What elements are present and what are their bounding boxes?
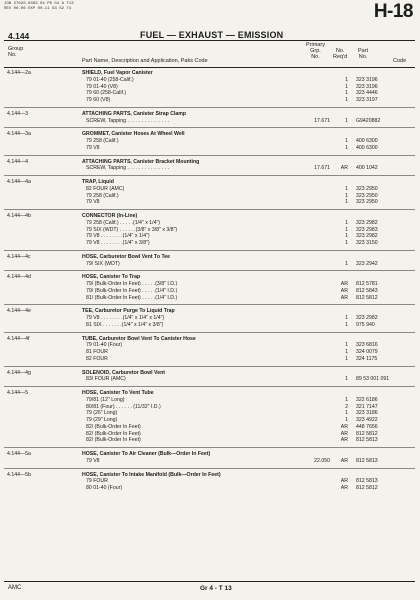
table-row <box>0 186 420 193</box>
row-spacer <box>0 444 420 451</box>
table-row <box>0 349 420 356</box>
part-description: SCREW, Tapping . . . . . . . . . . . . . . . <box>86 165 170 172</box>
header-rule <box>4 67 415 68</box>
table-row <box>0 404 420 411</box>
table-row <box>0 84 420 91</box>
part-description: 80/81 (Four) . . . . . . (11/32" I.D.) <box>86 403 161 410</box>
row-divider <box>4 366 415 367</box>
quantity-required: 1 <box>345 219 348 226</box>
group-heading-row <box>0 131 420 138</box>
part-number: 323 6816 <box>356 342 378 349</box>
part-number: 323 2982 <box>356 315 378 321</box>
col-header-group: Group No. <box>8 46 24 58</box>
part-description: HOSE, Canister To Vent Tube <box>82 390 154 396</box>
table-row <box>0 193 420 200</box>
table-row <box>0 288 420 295</box>
part-number: 812 5813 <box>356 437 378 444</box>
quantity-required: 1 <box>345 144 348 151</box>
part-description: SHIELD, Fuel Vapor Canister <box>82 70 153 76</box>
part-description: SOLENOID, Carburetor Bowl Vent <box>82 369 166 376</box>
part-description: 79/ (Bulk-Order In Feet) . . . . .(3/8" I.D.) <box>86 281 178 287</box>
row-spacer <box>0 206 420 213</box>
part-number: 322 6186 <box>356 396 378 403</box>
table-row <box>0 240 420 247</box>
col-header-code: Code <box>393 58 407 64</box>
group-number: 4.144—2a <box>7 70 31 76</box>
quantity-required: 1 <box>345 260 348 267</box>
row-spacer <box>0 247 420 254</box>
quantity-required: 1 <box>345 226 348 233</box>
row-spacer <box>0 329 420 336</box>
table-row <box>0 437 420 444</box>
part-description: HOSE, Canister To Trap <box>82 274 141 281</box>
part-description: 79 V8 . . . . . . . .(1/4" x 3/8") <box>86 240 150 246</box>
part-description: 79 V8 . . . . . . . .(1/4" x 1/4" x 1/4") <box>86 315 165 321</box>
quantity-required: AR <box>340 423 348 430</box>
primary-group-number: 22.050 <box>314 457 330 464</box>
row-divider <box>4 155 415 156</box>
part-description: 82/ (Bulk-Order In Feet) <box>86 423 141 430</box>
row-spacer <box>0 172 420 179</box>
part-description: 83/ FOUR (AMC) <box>86 376 126 383</box>
group-heading-row <box>0 254 420 261</box>
header-meta-line-1: JOB 27020-0363 04 P0 G4 A T13 <box>4 2 74 6</box>
part-number: 323 4922 <box>356 417 378 423</box>
row-spacer <box>0 124 420 131</box>
top-rule <box>4 40 415 41</box>
group-heading-row <box>0 370 420 377</box>
part-number: 323 2982 <box>356 233 378 240</box>
quantity-required: 1 <box>345 342 348 349</box>
table-row <box>0 417 420 424</box>
row-spacer <box>0 383 420 390</box>
quantity-required: 1 <box>345 233 348 240</box>
row-divider <box>4 270 415 271</box>
group-heading-row <box>0 159 420 166</box>
part-description: 79 258 (Calif.) <box>86 192 119 199</box>
group-number: 4.144—4f <box>7 335 30 342</box>
primary-group-number: 17.671 <box>314 117 330 124</box>
part-number: 812 5812 <box>356 294 378 301</box>
quantity-required: AR <box>340 485 348 491</box>
quantity-required: AR <box>340 457 348 464</box>
quantity-required: 1 <box>345 199 348 206</box>
part-number: 323 3186 <box>356 410 378 417</box>
part-number: 323 2950 <box>356 185 378 192</box>
part-description: 79 258 (Calif.) <box>86 138 119 144</box>
part-number: 812 5812 <box>356 430 378 437</box>
part-description: 79 258 (Calif.) . . . . .(1/4" x 1/4") <box>86 219 161 226</box>
part-number: 448 7656 <box>356 423 378 430</box>
quantity-required: AR <box>340 478 348 485</box>
table-row <box>0 295 420 302</box>
table-row <box>0 424 420 431</box>
part-number: 323 2950 <box>356 199 378 206</box>
col-header-primary: Primary Grp. No. <box>306 42 325 60</box>
part-description: 79 SIX (WDT) . . . . . .(3/8" x 3/8" x 3/8") <box>86 226 178 233</box>
table-row <box>0 281 420 288</box>
quantity-required: 1 <box>345 117 348 124</box>
part-description: TRAP, Liquid <box>82 179 114 185</box>
row-divider <box>4 304 415 305</box>
primary-group-number: 17.671 <box>314 165 330 172</box>
table-row <box>0 431 420 438</box>
group-heading-row <box>0 111 420 118</box>
table-row <box>0 90 420 97</box>
group-number: 4.144—4 <box>7 158 29 165</box>
part-description: 79 01-40 (258-Calif.) <box>86 76 134 83</box>
part-description: TEE, Carburetor Purge To Liquid Trap <box>82 308 175 315</box>
table-row <box>0 322 420 329</box>
part-description: GROMMET, Canister Hoses At Wheel Well <box>82 131 185 138</box>
quantity-required: AR <box>340 294 348 301</box>
quantity-required: 1 <box>345 90 348 97</box>
part-description: 79 60 (258-Calif.) <box>86 90 127 97</box>
group-number: 4.144—5 <box>7 390 29 396</box>
row-divider <box>4 250 415 251</box>
part-number: 975 940 <box>356 321 375 328</box>
quantity-required: AR <box>340 430 348 437</box>
table-row <box>0 97 420 104</box>
group-number: 4.144—4c <box>7 253 31 260</box>
part-number: 812 5813 <box>356 478 378 485</box>
quantity-required: AR <box>340 165 348 172</box>
parts-table <box>0 70 420 492</box>
part-description: 79 60 (V8) <box>86 97 111 103</box>
part-description: 79 01-40 (Four) <box>86 342 123 349</box>
header-meta-line-2: REV 06-06 EXP 00-11 G3 S2 74 <box>4 7 72 11</box>
quantity-required: 1 <box>345 349 348 355</box>
part-number: 323 2982 <box>356 219 378 226</box>
part-description: 81/ (Bulk-Order In Feet) . . . . .(1/4" I.D.) <box>86 294 178 301</box>
table-row <box>0 165 420 172</box>
quantity-required: 1 <box>345 240 348 246</box>
group-heading-row <box>0 336 420 343</box>
table-row <box>0 138 420 145</box>
row-divider <box>4 175 415 176</box>
quantity-required: 1 <box>345 396 348 403</box>
part-number: 324 1175 <box>356 355 378 362</box>
row-divider <box>4 447 415 448</box>
group-heading-row <box>0 274 420 281</box>
table-row <box>0 356 420 363</box>
footer-group-ref: Gr 4 - T 13 <box>200 585 232 592</box>
bottom-rule <box>4 581 415 582</box>
table-row <box>0 145 420 152</box>
part-number: 323 3197 <box>356 97 378 103</box>
group-heading-row <box>0 472 420 479</box>
row-divider <box>4 209 415 210</box>
quantity-required: 1 <box>345 192 348 199</box>
row-spacer <box>0 104 420 111</box>
table-row <box>0 376 420 383</box>
group-number: 4.144—4a <box>7 179 31 185</box>
part-number: 400 6300 <box>356 144 378 151</box>
group-number: 4.144—4e <box>7 308 31 315</box>
group-number: 4.144—4g <box>7 369 31 376</box>
part-description: HOSE, Carburetor Bowl Vent To Tee <box>82 253 171 260</box>
table-row <box>0 315 420 322</box>
part-description: 79 (29" Long) <box>86 417 118 423</box>
row-divider <box>4 332 415 333</box>
part-description: 80 01-40 (Four) <box>86 485 123 491</box>
table-row <box>0 77 420 84</box>
table-row <box>0 485 420 492</box>
part-number: 323 2942 <box>356 260 378 267</box>
header-meta <box>4 2 74 12</box>
page-id: H-18 <box>373 1 413 22</box>
part-description: 79 V8 <box>86 199 100 206</box>
group-heading-row <box>0 390 420 397</box>
part-number: 323 4446 <box>356 90 378 97</box>
part-number: 812 5843 <box>356 287 378 294</box>
part-description: 82/ (Bulk-Order In Feet) <box>86 430 141 437</box>
col-header-qty: No. Req'd <box>333 48 348 60</box>
quantity-required: 1 <box>345 138 348 144</box>
part-description: 79 FOUR <box>86 478 108 485</box>
quantity-required: 1 <box>345 97 348 103</box>
quantity-required: AR <box>340 281 348 287</box>
part-description: 79/ (Bulk-Order In Feet) . . . . .(1/4" I.D.) <box>86 287 178 294</box>
quantity-required: 1 <box>345 185 348 192</box>
quantity-required: 1 <box>345 410 348 417</box>
part-description: 81 FOUR <box>86 349 108 355</box>
row-spacer <box>0 267 420 274</box>
group-number: 4.144—5a <box>7 451 31 457</box>
footer-brand: AMC <box>8 585 22 591</box>
group-number: 4.144—4b <box>7 213 31 219</box>
section-number: 4.144 <box>8 31 30 41</box>
table-row <box>0 199 420 206</box>
part-number: 321 7147 <box>356 403 378 410</box>
row-spacer <box>0 301 420 308</box>
table-row <box>0 227 420 234</box>
part-description: 81 SIX . . . . . . .(1/4" x 1/4" x 3/8") <box>86 321 164 328</box>
part-description: 82/ (Bulk-Order In Feet) <box>86 437 141 444</box>
quantity-required: 1 <box>345 321 348 328</box>
col-header-part: Part No. <box>358 48 369 60</box>
col-header-name: Part Name, Description and Application, Paks Code <box>82 58 208 64</box>
quantity-required: AR <box>340 287 348 294</box>
table-row <box>0 410 420 417</box>
part-number: 812 5812 <box>356 485 378 491</box>
quantity-required: AR <box>340 437 348 444</box>
quantity-required: 1 <box>345 355 348 362</box>
part-description: ATTACHING PARTS, Canister Bracket Mounting <box>82 158 200 165</box>
row-divider <box>4 468 415 469</box>
group-number: 4.144—5b <box>7 471 31 478</box>
part-number: 400 1042 <box>356 165 378 172</box>
group-number: 4.144—4d <box>7 274 31 281</box>
row-spacer <box>0 465 420 472</box>
group-number: 4.144—3a <box>7 131 31 138</box>
part-number: 323 2950 <box>356 192 378 199</box>
table-row <box>0 342 420 349</box>
group-heading-row <box>0 179 420 186</box>
part-number: 323 3150 <box>356 240 378 246</box>
quantity-required: 1 <box>345 417 348 423</box>
part-description: TUBE, Carburetor Bowl Vent To Canister Hose <box>82 335 196 342</box>
quantity-required: 1 <box>345 376 348 383</box>
part-description: 79 V8 <box>86 457 100 464</box>
part-description: SCREW, Tapping . . . . . . . . . . . . . . . <box>86 117 170 124</box>
part-description: 82 FOUR <box>86 355 108 362</box>
part-number: 812 5813 <box>356 457 378 464</box>
table-row <box>0 478 420 485</box>
part-number: 323 3196 <box>356 83 378 90</box>
group-number: 4.144—3 <box>7 110 29 117</box>
part-description: HOSE, Canister To Intake Manifold (Bulk—Order In Feet) <box>82 471 221 478</box>
table-row <box>0 458 420 465</box>
part-number: 323 3196 <box>356 76 378 83</box>
part-number: G9420882 <box>356 117 381 124</box>
group-heading-row <box>0 308 420 315</box>
table-row <box>0 397 420 404</box>
row-divider <box>4 107 415 108</box>
part-number: 89 53 001 091 <box>356 376 390 383</box>
part-description: 79 01-40 (V8) <box>86 83 118 90</box>
part-number: 400 6300 <box>356 138 378 144</box>
row-spacer <box>0 152 420 159</box>
row-divider <box>4 386 415 387</box>
part-description: 79/81 (12" Long) <box>86 396 125 403</box>
part-description: 79 (26" Long) <box>86 410 118 417</box>
group-heading-row <box>0 451 420 458</box>
table-row <box>0 233 420 240</box>
part-number: 812 5781 <box>356 281 378 287</box>
part-number: 324 0079 <box>356 349 378 355</box>
table-row <box>0 220 420 227</box>
row-divider <box>4 127 415 128</box>
part-number: 323 2983 <box>356 226 378 233</box>
row-spacer <box>0 363 420 370</box>
table-row <box>0 118 420 125</box>
part-description: HOSE, Canister To Air Cleaner (Bulk—Order In Feet) <box>82 451 211 457</box>
group-heading-row <box>0 70 420 77</box>
quantity-required: 2 <box>345 403 348 410</box>
part-description: 82 FOUR (AMC) <box>86 185 125 192</box>
part-description: ATTACHING PARTS, Canister Strap Clamp <box>82 110 187 117</box>
table-row <box>0 261 420 268</box>
part-description: 79/ SIX (WDT) <box>86 260 120 267</box>
group-heading-row <box>0 213 420 220</box>
quantity-required: 1 <box>345 315 348 321</box>
page-title: FUEL — EXHAUST — EMISSION <box>140 30 284 40</box>
part-description: CONNECTOR (In-Line) <box>82 213 138 219</box>
part-description: 79 V8 . . . . . . . .(1/4" x 1/4") <box>86 233 150 240</box>
quantity-required: 1 <box>345 83 348 90</box>
part-description: 79 V8 <box>86 144 100 151</box>
quantity-required: 1 <box>345 76 348 83</box>
